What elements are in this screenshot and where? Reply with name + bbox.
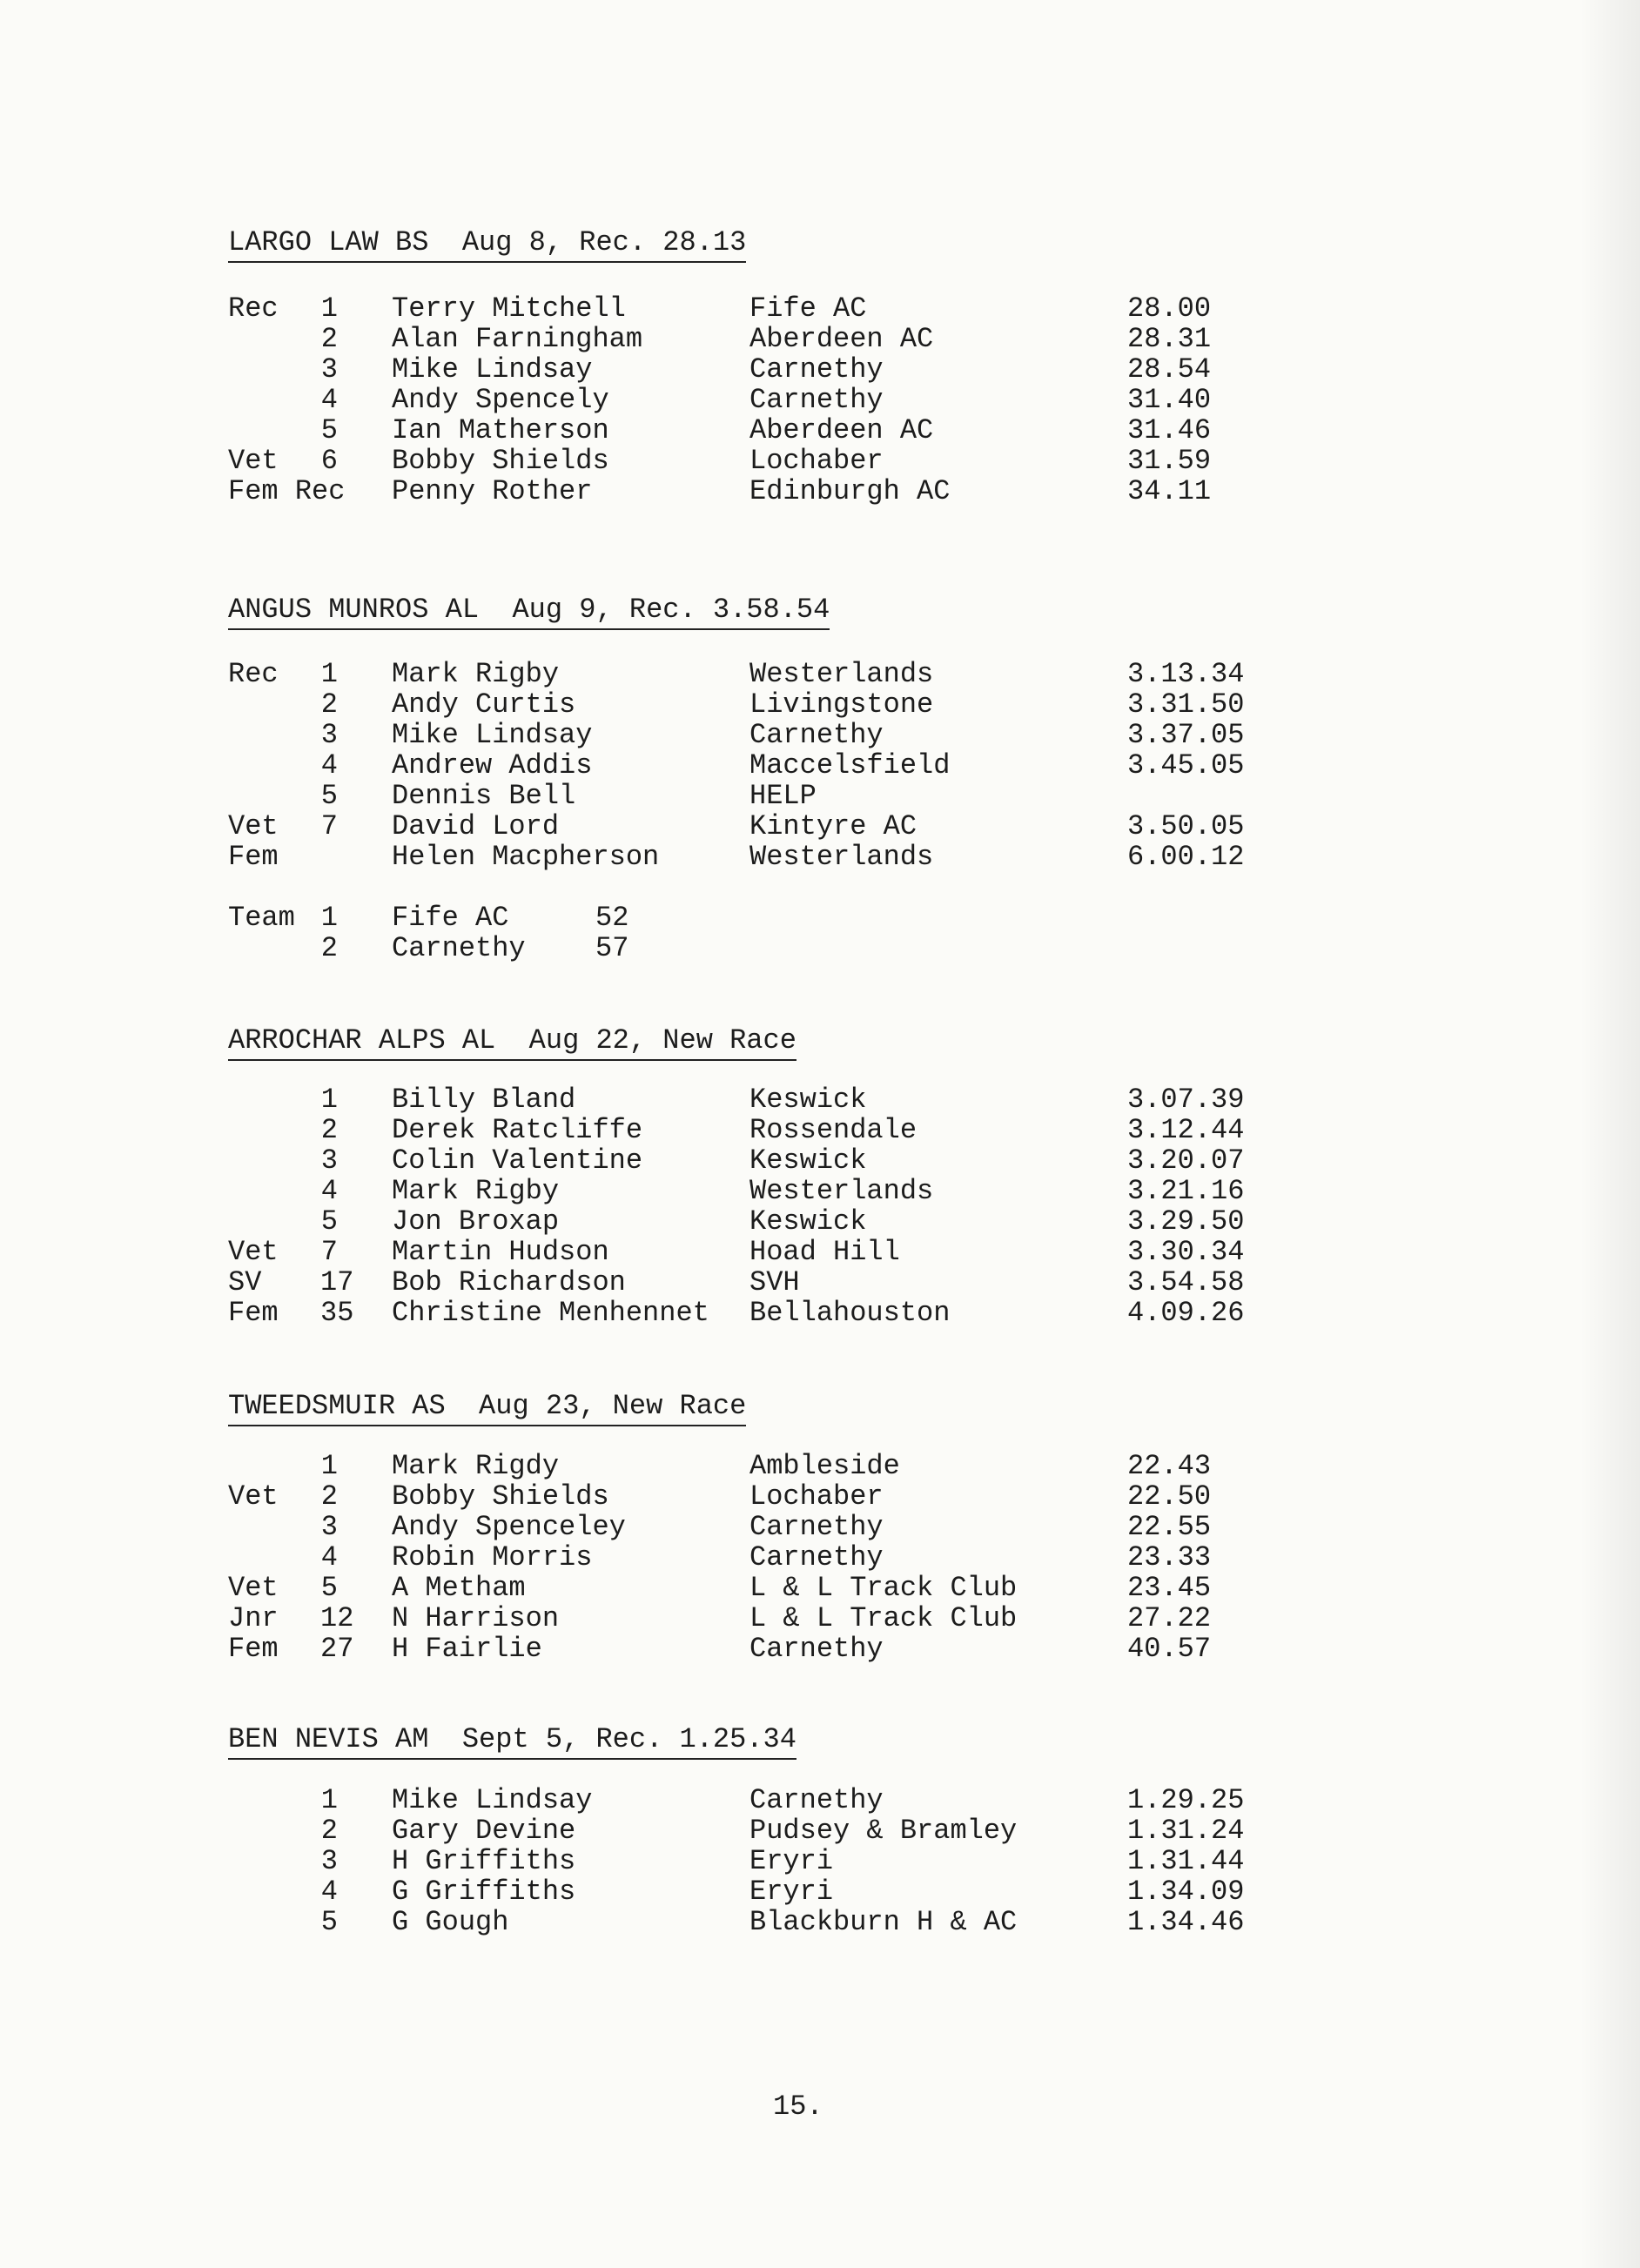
club: Aberdeen AC [749, 323, 934, 355]
time: 28.00 [1127, 292, 1212, 325]
position: 5 [320, 414, 338, 446]
time: 23.45 [1127, 1572, 1212, 1604]
club: Edinburgh AC [749, 475, 951, 507]
runner-name: N Harrison [392, 1602, 560, 1634]
runner-name: Andy Curtis [392, 688, 576, 721]
time: 31.46 [1127, 414, 1212, 446]
team-club: Carnethy [392, 932, 526, 964]
position: 2 [320, 1480, 338, 1513]
position: 5 [320, 780, 338, 812]
time: 1.31.24 [1127, 1815, 1245, 1847]
category: Fem [228, 841, 279, 873]
position: 2 [320, 688, 338, 721]
position: 2 [320, 1815, 338, 1847]
result-row [0, 324, 1640, 354]
position: 7 [320, 1236, 338, 1268]
position: 1 [320, 1784, 338, 1816]
result-row [0, 781, 1640, 811]
position: 3 [320, 1845, 338, 1877]
position: 27 [320, 1633, 354, 1665]
runner-name: G Griffiths [392, 1875, 576, 1908]
category: Fem [228, 1297, 279, 1329]
time: 23.33 [1127, 1541, 1212, 1574]
time: 3.07.39 [1127, 1084, 1245, 1116]
runner-name: Robin Morris [392, 1541, 593, 1574]
runner-name: Bob Richardson [392, 1266, 626, 1298]
category: Rec [228, 292, 279, 325]
club: L & L Track Club [749, 1602, 1018, 1634]
result-row [0, 1237, 1640, 1267]
race-heading: LARGO LAW BS Aug 8, Rec. 28.13 [228, 228, 746, 263]
result-row [0, 1573, 1640, 1603]
category: Vet [228, 1236, 279, 1268]
result-row [0, 750, 1640, 781]
time: 3.12.44 [1127, 1114, 1245, 1146]
result-row [0, 689, 1640, 720]
category: SV [228, 1266, 262, 1298]
runner-name: Dennis Bell [392, 780, 576, 812]
team-club: Fife AC [392, 902, 509, 934]
club: Carnethy [749, 353, 884, 386]
result-row [0, 811, 1640, 842]
team-points: 57 [595, 932, 629, 964]
race-heading: TWEEDSMUIR AS Aug 23, New Race [228, 1392, 746, 1426]
time: 3.31.50 [1127, 688, 1245, 721]
club: Keswick [749, 1084, 867, 1116]
position: 3 [320, 353, 338, 386]
club: Westerlands [749, 1175, 934, 1207]
runner-name: Mark Rigby [392, 1175, 560, 1207]
position: 4 [320, 1875, 338, 1908]
club: Maccelsfield [749, 749, 951, 782]
time: 3.13.34 [1127, 658, 1245, 690]
runner-name: Ian Matherson [392, 414, 609, 446]
club: HELP [749, 780, 817, 812]
result-row [0, 1634, 1640, 1664]
runner-name: Mike Lindsay [392, 719, 593, 751]
club: Eryri [749, 1875, 834, 1908]
time: 1.31.44 [1127, 1845, 1245, 1877]
runner-name: Colin Valentine [392, 1144, 643, 1177]
club: Rossendale [749, 1114, 917, 1146]
result-row [0, 476, 1640, 507]
runner-name: Andy Spencely [392, 384, 609, 416]
club: Blackburn H & AC [749, 1906, 1018, 1938]
result-row [0, 720, 1640, 750]
position: 4 [320, 384, 338, 416]
position: 5 [320, 1572, 338, 1604]
runner-name: Penny Rother [392, 475, 593, 507]
position: 17 [320, 1266, 354, 1298]
runner-name: Martin Hudson [392, 1236, 609, 1268]
team-row [0, 933, 1640, 963]
position: 6 [320, 445, 338, 477]
result-row [0, 1115, 1640, 1145]
category: Vet [228, 1572, 279, 1604]
club: Hoad Hill [749, 1236, 900, 1268]
page-number: 15. [773, 2090, 823, 2123]
club: Bellahouston [749, 1297, 951, 1329]
position: 3 [320, 1511, 338, 1543]
club: Carnethy [749, 1633, 884, 1665]
club: Pudsey & Bramley [749, 1815, 1018, 1847]
category: Vet [228, 445, 279, 477]
position: 5 [320, 1205, 338, 1238]
position: 3 [320, 719, 338, 751]
runner-name: Mark Rigby [392, 658, 560, 690]
category: Fem [228, 1633, 279, 1665]
result-row [0, 415, 1640, 446]
position: 2 [320, 1114, 338, 1146]
time: 22.50 [1127, 1480, 1212, 1513]
time: 28.31 [1127, 323, 1212, 355]
time: 22.43 [1127, 1450, 1212, 1482]
time: 3.37.05 [1127, 719, 1245, 751]
result-row [0, 1512, 1640, 1542]
result-row [0, 1267, 1640, 1298]
race-heading: ANGUS MUNROS AL Aug 9, Rec. 3.58.54 [228, 595, 830, 630]
category: Rec [228, 658, 279, 690]
time: 27.22 [1127, 1602, 1212, 1634]
position: 2 [320, 323, 338, 355]
time: 4.09.26 [1127, 1297, 1245, 1329]
runner-name: Andy Spenceley [392, 1511, 626, 1543]
result-row [0, 1603, 1640, 1634]
runner-name: Andrew Addis [392, 749, 593, 782]
time: 28.54 [1127, 353, 1212, 386]
runner-name: H Griffiths [392, 1845, 576, 1877]
runner-name: H Fairlie [392, 1633, 542, 1665]
runner-name: Christine Menhennet [392, 1297, 709, 1329]
time: 40.57 [1127, 1633, 1212, 1665]
runner-name: Jon Broxap [392, 1205, 560, 1238]
club: Carnethy [749, 1511, 884, 1543]
time: 3.45.05 [1127, 749, 1245, 782]
club: L & L Track Club [749, 1572, 1018, 1604]
category: Vet [228, 1480, 279, 1513]
position: 35 [320, 1297, 354, 1329]
runner-name: Terry Mitchell [392, 292, 626, 325]
race-heading: ARROCHAR ALPS AL Aug 22, New Race [228, 1026, 796, 1061]
club: Aberdeen AC [749, 414, 934, 446]
result-row [0, 842, 1640, 872]
club: Carnethy [749, 1784, 884, 1816]
runner-name: G Gough [392, 1906, 509, 1938]
result-row [0, 1145, 1640, 1176]
result-row [0, 1298, 1640, 1328]
club: Lochaber [749, 445, 884, 477]
category: Vet [228, 810, 279, 842]
result-row [0, 659, 1640, 689]
result-row [0, 446, 1640, 476]
result-row [0, 1542, 1640, 1573]
position: 5 [320, 1906, 338, 1938]
result-row [0, 293, 1640, 324]
runner-name: Derek Ratcliffe [392, 1114, 643, 1146]
position: 4 [320, 749, 338, 782]
club: Lochaber [749, 1480, 884, 1513]
result-row [0, 1785, 1640, 1815]
runner-name: Mark Rigdy [392, 1450, 560, 1482]
result-row [0, 1907, 1640, 1937]
result-row [0, 1876, 1640, 1907]
result-row [0, 1084, 1640, 1115]
time: 1.34.46 [1127, 1906, 1245, 1938]
team-position: 1 [320, 902, 338, 934]
result-row [0, 1846, 1640, 1876]
result-row [0, 354, 1640, 385]
result-row [0, 1206, 1640, 1237]
club: Keswick [749, 1205, 867, 1238]
time: 3.30.34 [1127, 1236, 1245, 1268]
club: Fife AC [749, 292, 867, 325]
runner-name: Mike Lindsay [392, 1784, 593, 1816]
time: 31.59 [1127, 445, 1212, 477]
runner-name: Gary Devine [392, 1815, 576, 1847]
position: 1 [320, 658, 338, 690]
club: Eryri [749, 1845, 834, 1877]
runner-name: Bobby Shields [392, 445, 609, 477]
position: 1 [320, 292, 338, 325]
time: 6.00.12 [1127, 841, 1245, 873]
club: Ambleside [749, 1450, 900, 1482]
time: 3.29.50 [1127, 1205, 1245, 1238]
runner-name: Alan Farningham [392, 323, 643, 355]
race-heading: BEN NEVIS AM Sept 5, Rec. 1.25.34 [228, 1725, 796, 1760]
club: Carnethy [749, 719, 884, 751]
result-row [0, 1176, 1640, 1206]
team-label: Team [228, 902, 295, 934]
club: Carnethy [749, 1541, 884, 1574]
result-row [0, 1451, 1640, 1481]
category: Fem Rec [228, 475, 346, 507]
runner-name: Billy Bland [392, 1084, 576, 1116]
position: 12 [320, 1602, 354, 1634]
runner-name: Mike Lindsay [392, 353, 593, 386]
runner-name: A Metham [392, 1572, 526, 1604]
category: Jnr [228, 1602, 279, 1634]
time: 1.29.25 [1127, 1784, 1245, 1816]
time: 3.21.16 [1127, 1175, 1245, 1207]
position: 1 [320, 1084, 338, 1116]
time: 3.20.07 [1127, 1144, 1245, 1177]
club: Livingstone [749, 688, 934, 721]
position: 1 [320, 1450, 338, 1482]
time: 31.40 [1127, 384, 1212, 416]
club: SVH [749, 1266, 800, 1298]
runner-name: David Lord [392, 810, 560, 842]
team-points: 52 [595, 902, 629, 934]
club: Keswick [749, 1144, 867, 1177]
club: Carnethy [749, 384, 884, 416]
team-row [0, 903, 1640, 933]
club: Westerlands [749, 658, 934, 690]
position: 3 [320, 1144, 338, 1177]
result-row [0, 385, 1640, 415]
time: 3.54.58 [1127, 1266, 1245, 1298]
result-row [0, 1481, 1640, 1512]
time: 22.55 [1127, 1511, 1212, 1543]
club: Kintyre AC [749, 810, 917, 842]
time: 34.11 [1127, 475, 1212, 507]
time: 1.34.09 [1127, 1875, 1245, 1908]
position: 4 [320, 1541, 338, 1574]
result-row [0, 1815, 1640, 1846]
position: 7 [320, 810, 338, 842]
team-position: 2 [320, 932, 338, 964]
position: 4 [320, 1175, 338, 1207]
time: 3.50.05 [1127, 810, 1245, 842]
runner-name: Helen Macpherson [392, 841, 660, 873]
club: Westerlands [749, 841, 934, 873]
runner-name: Bobby Shields [392, 1480, 609, 1513]
